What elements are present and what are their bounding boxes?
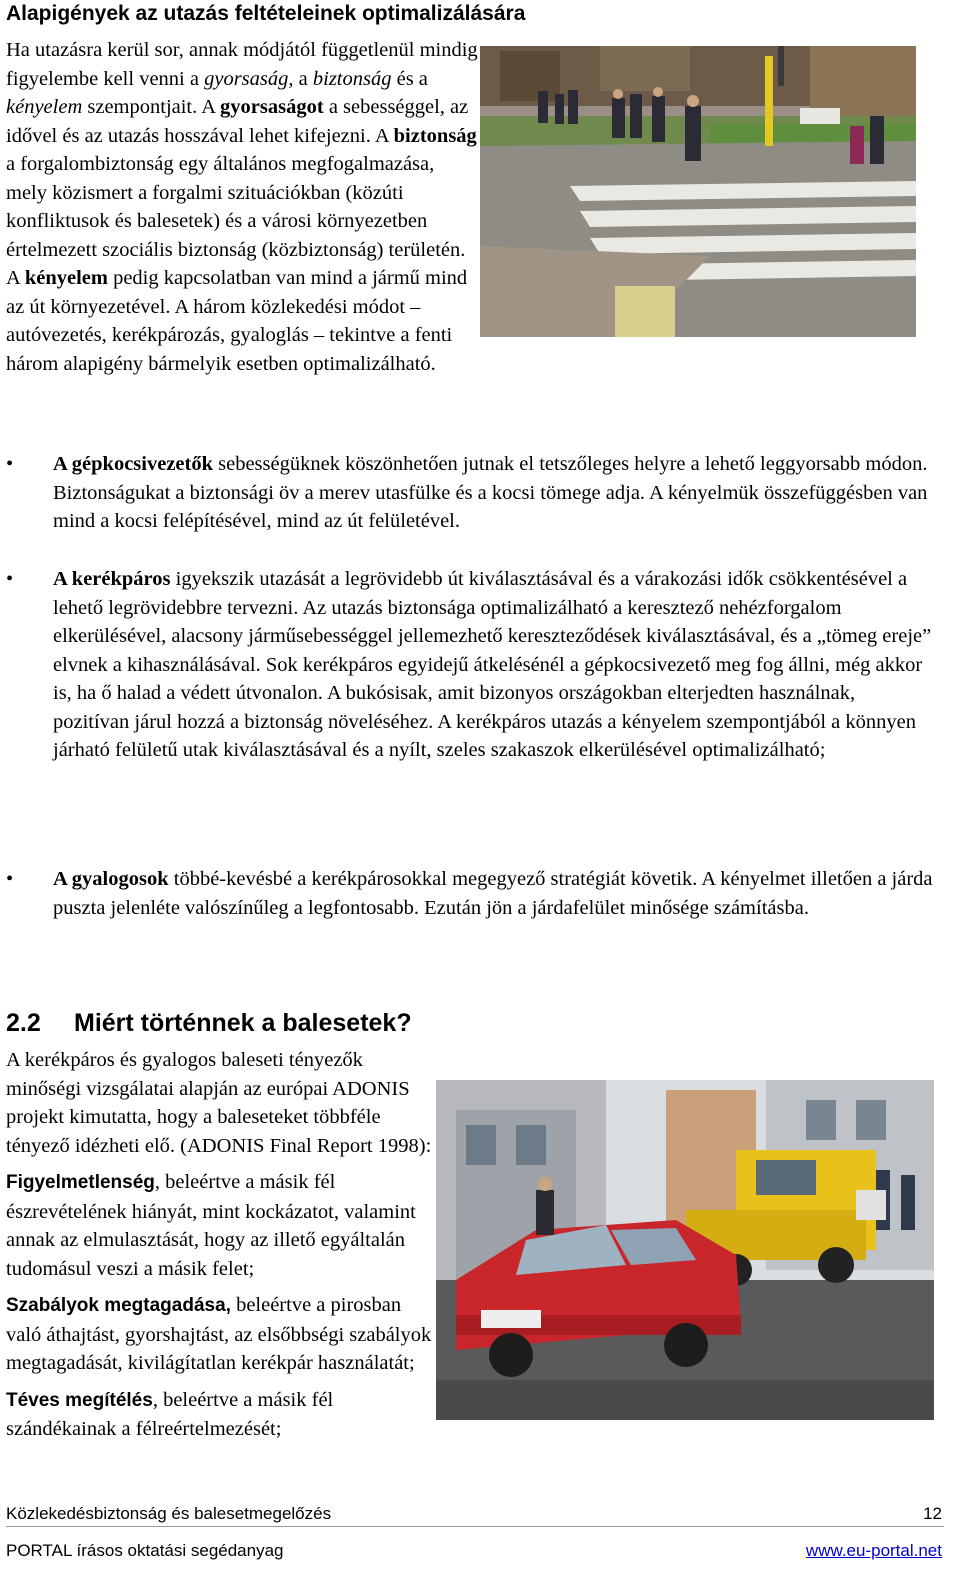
intro-emphasis: gyorsaság [204, 67, 289, 90]
footer-portal-label: PORTAL írásos oktatási segédanyag [6, 1541, 284, 1560]
intro-text: pedig kapcsolatban van mind a jármű mind az út környezetével. A három közlekedési módot – autóvezetés, kerékpározás, gyaloglás – tekintve a fenti három alapigény bármelyik esetben optimalizálható. [6, 267, 468, 375]
cause-label: Téves megítélés [6, 1389, 153, 1411]
footer-divider [6, 1526, 944, 1527]
bullet-bold-term: A gépkocsivezetők [53, 453, 213, 475]
intro-emphasis: kényelem [6, 96, 83, 118]
intro-text: szempontjait. A [82, 96, 221, 118]
bullet-item-pedestrians [6, 865, 936, 922]
bullet-bold-term: A gyalogosok [53, 868, 169, 890]
subsection-title: Miért történnek a balesetek? [74, 1009, 412, 1037]
intro-text: a forgalombiztonság egy általános megfogalmazása, mely közismert a forgalmi szituációkban (közúti konfliktusok és balesetek) és a városi környezetben értelmezett szociális biztonság (közbiztonság) területén. A [6, 153, 466, 289]
subsection-number: 2.2 [6, 1009, 41, 1037]
intro-text: és a [391, 67, 428, 90]
intro-text: Ha utazásra kerül sor, annak módjától függetlenül mindig figyelembe kell venni a [6, 39, 478, 90]
bullet-text [53, 565, 933, 765]
intro-bold-term: kényelem [24, 267, 108, 289]
bullet-symbol: • [6, 868, 14, 890]
intro-text: , a [288, 67, 313, 90]
causes-section [6, 1046, 926, 1444]
cause-label: Figyelmetlenség [6, 1172, 155, 1193]
footer-website-link[interactable]: www.eu-portal.net [805, 1541, 942, 1560]
causes-intro: A kerékpáros és gyalogos baleseti tényezők minőségi vizsgálatai alapján az európai ADONIS projekt kimutatta, hogy a baleseteket többféle tényező idézheti elő. (ADONIS Final Report 1998): [6, 1049, 432, 1157]
intro-emphasis: biztonság [312, 67, 392, 90]
bullet-item-cyclists [6, 565, 936, 765]
cause-text: , beleértve a másik fél észrevételének hiányát, mint kockázatot, valamint annak az elmulasztását, hogy az illető egyáltalán tudomásul veszi a másik felet; [6, 1171, 416, 1280]
bullet-symbol: • [6, 568, 14, 590]
intro-bold-term: biztonság [393, 124, 477, 147]
cause-text: , beleértve a másik fél szándékainak a félreértelmezését; [6, 1388, 334, 1440]
cause-text: beleértve a pirosban való áthajtást, gyorshajtást, az elsőbbségi szabályok megtagadását, kivilágítatlan kerékpár használatát; [6, 1294, 432, 1374]
section-title: Alapigények az utazás feltételeinek optimalizálására [6, 2, 526, 25]
cause-label: Szabályok megtagadása, [6, 1295, 231, 1316]
bullet-symbol: • [6, 453, 14, 475]
intro-paragraph [6, 36, 926, 378]
footer-page-number: 12 [923, 1504, 942, 1523]
intro-bold-term: gyorsaságot [220, 96, 324, 118]
bullet-body: sebességüknek köszönhetően jutnak el tetszőleges helyre a lehető leggyorsabb módon. Biztonságukat a biztonsági öv a merev utasfülke és a kocsi tömege adja. A kényelmük összefüggésben van mind a kocsi felépítésével, mind az út felületével. [53, 453, 928, 532]
bullet-body: többé-kevésbé a kerékpárosokkal megegyező stratégiát követik. A kényelmet illetően a járda puszta jelenléte valószínűleg a legfontosabb. Ezután jön a járdafelület minősége számításba. [53, 868, 933, 919]
cause-item [6, 1386, 926, 1444]
bullet-text [53, 450, 933, 536]
bullet-item-drivers [6, 450, 936, 536]
bullet-bold-term: A kerékpáros [53, 568, 171, 590]
bullet-text [53, 865, 933, 922]
intro-text: a sebességgel, az idővel és az utazás hosszával lehet kifejezni. A [6, 96, 469, 147]
footer-course-title: Közlekedésbiztonság és balesetmegelőzés [6, 1504, 332, 1523]
subsection-heading [6, 1006, 412, 1040]
bullet-body: igyekszik utazását a legrövidebb út kiválasztásával és a várakozási idők csökkentésével a lehető legrövidebbre tervezni. Az utazás biztonsága optimalizálható a keresztező nehézforgalom elkerülésével, alacsony járműsebességgel jellemezhető kereszteződések kiválasztásával, és a „tömeg ereje” elvnek a kihasználásával. Sok kerékpáros egyidejű átkelésénél a gépkocsivezető meg fog állni, még akkor is, ha ő halad a védett útvonalon. A bukósisak, amit bizonyos országokban elterjedten használnak, pozitívan járul hozzá a biztonság növeléséhez. A kerékpáros utazás a kényelem szempontjából a könnyen járható felületű utak kiválasztásával és a nyílt, szeles szakaszok elkerülésével optimalizálható; [53, 568, 932, 761]
